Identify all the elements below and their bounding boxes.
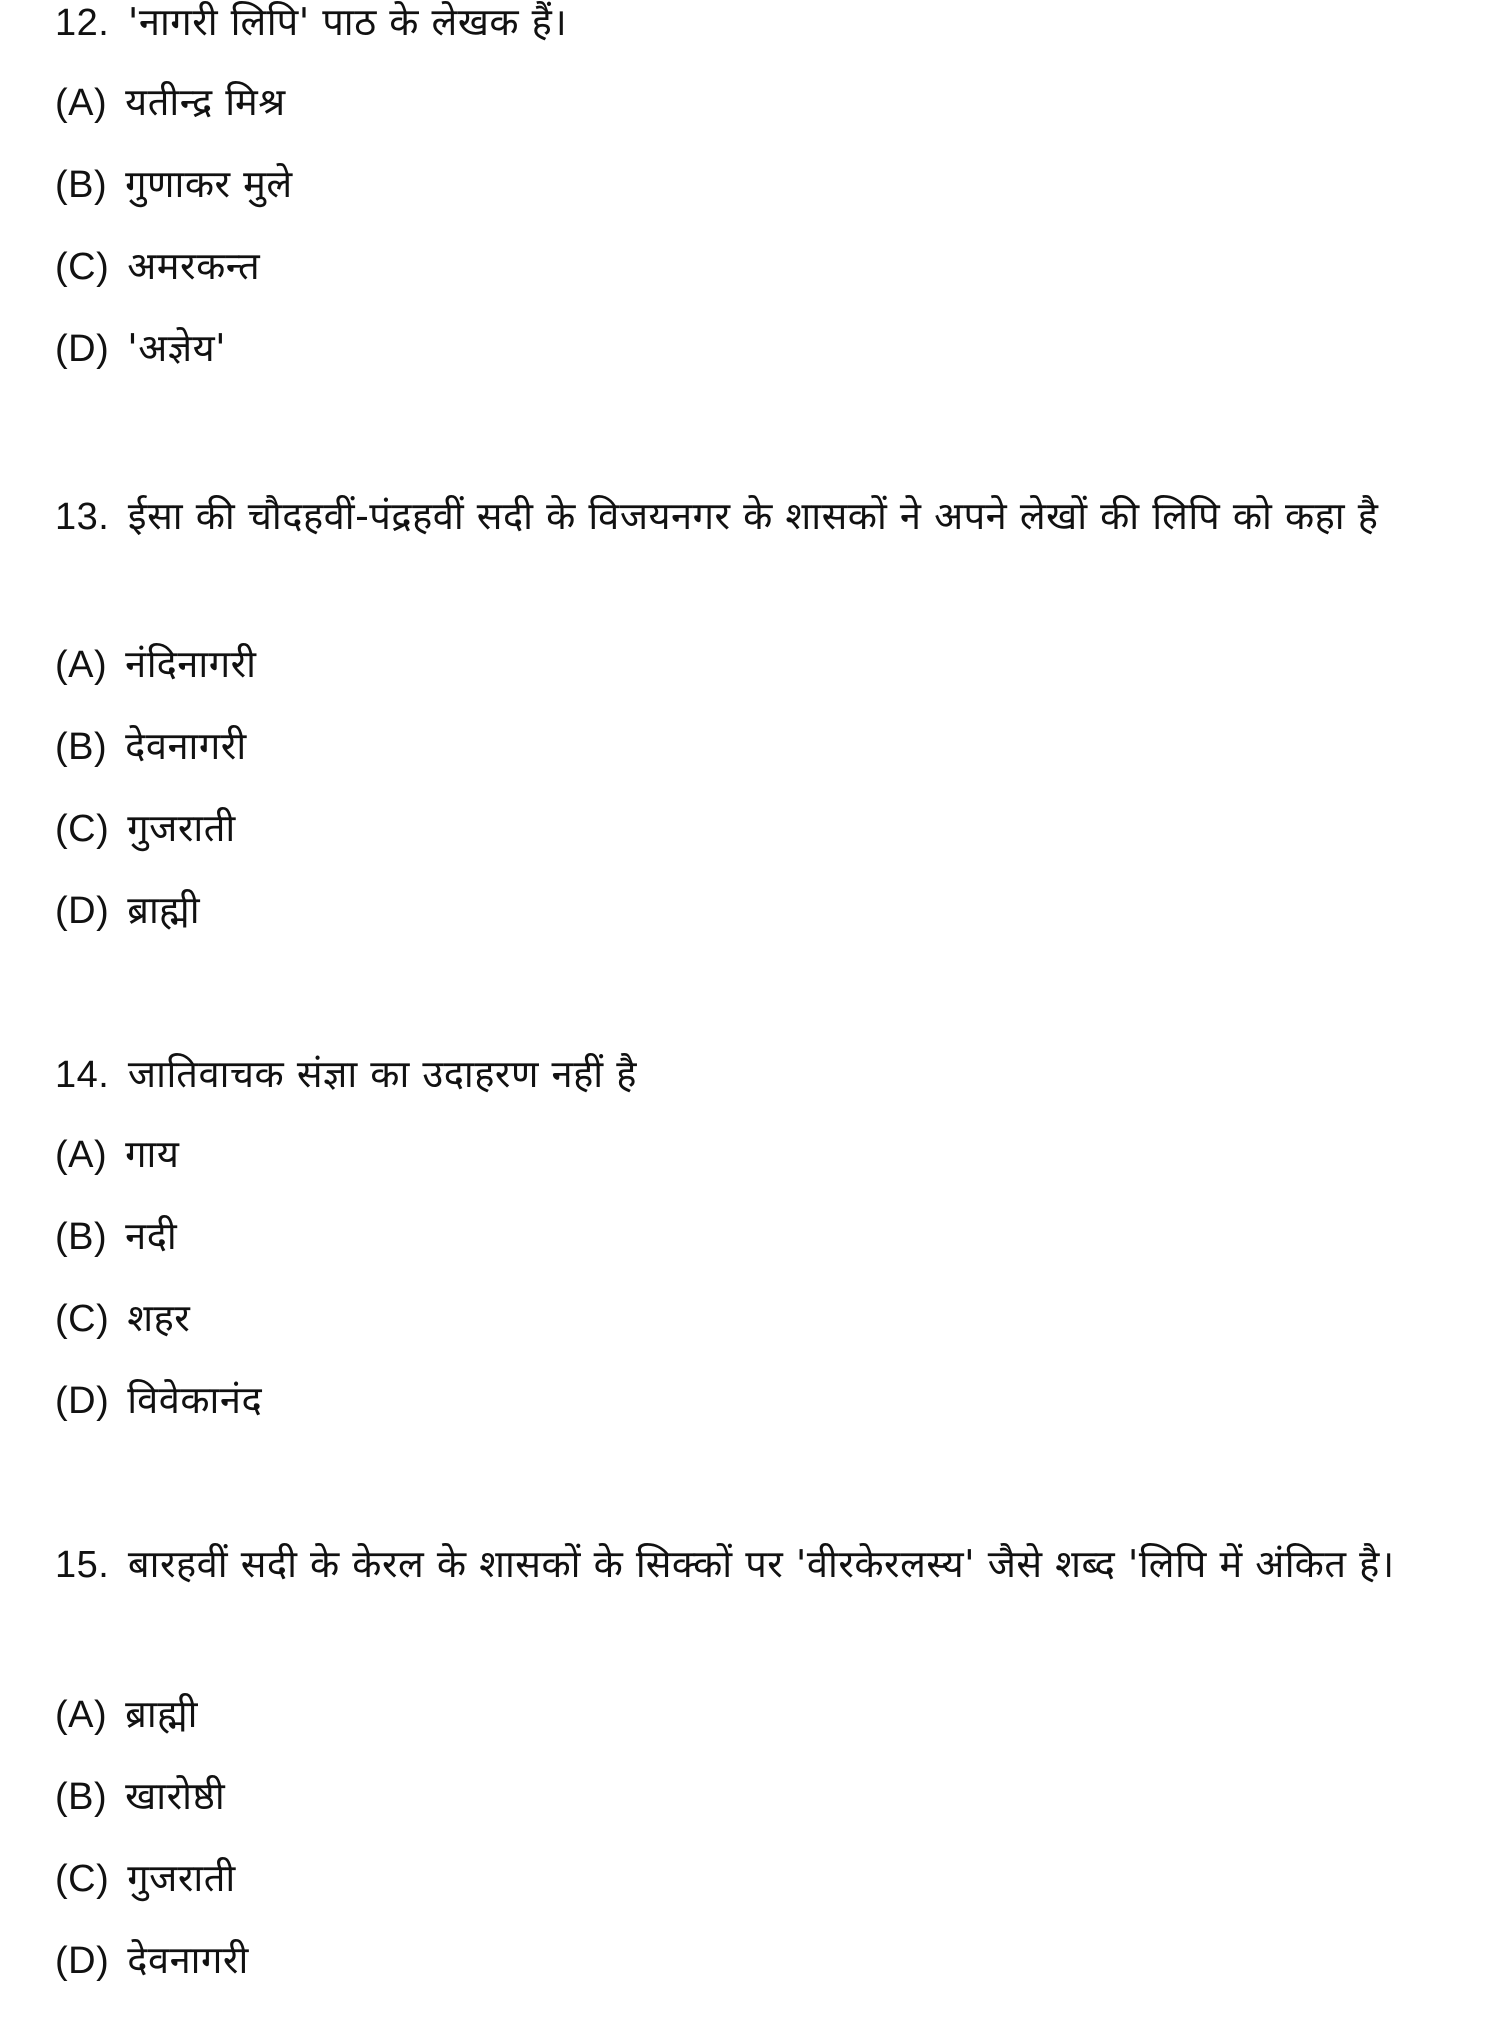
question-12-option-c[interactable] bbox=[55, 242, 260, 291]
question-12-option-d[interactable] bbox=[55, 324, 226, 373]
option-text: नदी bbox=[125, 1214, 178, 1258]
question-14-option-a[interactable] bbox=[55, 1130, 179, 1179]
question-15-stem bbox=[55, 1532, 1450, 1597]
question-number: 12. bbox=[55, 2, 110, 44]
question-text: जातिवाचक संज्ञा का उदाहरण नहीं है bbox=[127, 1052, 637, 1096]
option-label: (D) bbox=[55, 1380, 110, 1422]
option-label: (B) bbox=[55, 1216, 108, 1258]
question-15-option-d[interactable] bbox=[55, 1936, 249, 1985]
question-14-stem bbox=[55, 1050, 637, 1099]
option-text: ब्राह्मी bbox=[127, 888, 201, 932]
option-label: (A) bbox=[55, 1694, 108, 1736]
option-label: (B) bbox=[55, 164, 108, 206]
question-15-option-a[interactable] bbox=[55, 1690, 198, 1739]
option-label: (C) bbox=[55, 808, 110, 850]
question-13-stem bbox=[55, 484, 1450, 549]
option-label: (C) bbox=[55, 1858, 110, 1900]
option-label: (B) bbox=[55, 726, 108, 768]
question-number: 13. bbox=[55, 496, 110, 538]
question-13-option-a[interactable] bbox=[55, 640, 256, 689]
option-text: गुजराती bbox=[127, 1856, 236, 1900]
option-text: खारोष्ठी bbox=[125, 1774, 226, 1818]
option-text: विवेकानंद bbox=[127, 1378, 263, 1422]
option-text: गुणाकर मुले bbox=[125, 162, 293, 206]
question-13-option-c[interactable] bbox=[55, 804, 236, 853]
option-label: (B) bbox=[55, 1776, 108, 1818]
option-text: गाय bbox=[125, 1132, 180, 1176]
option-text: यतीन्द्र मिश्र bbox=[125, 80, 286, 124]
option-label: (C) bbox=[55, 1298, 110, 1340]
option-text: गुजराती bbox=[127, 806, 236, 850]
question-13-option-b[interactable] bbox=[55, 722, 247, 771]
option-text: देवनागरी bbox=[125, 724, 247, 768]
option-text: नंदिनागरी bbox=[125, 642, 257, 686]
option-label: (D) bbox=[55, 328, 110, 370]
question-12-option-a[interactable] bbox=[55, 78, 286, 127]
option-text: देवनागरी bbox=[127, 1938, 249, 1982]
question-15-option-c[interactable] bbox=[55, 1854, 236, 1903]
question-number: 14. bbox=[55, 1054, 110, 1096]
option-label: (A) bbox=[55, 82, 108, 124]
option-label: (C) bbox=[55, 246, 110, 288]
option-text: ब्राह्मी bbox=[125, 1692, 198, 1736]
question-14-option-c[interactable] bbox=[55, 1294, 190, 1343]
option-text: 'अज्ञेय' bbox=[127, 326, 227, 370]
question-14-option-b[interactable] bbox=[55, 1212, 177, 1261]
question-text: बारहवीं सदी के केरल के शासकों के सिक्कों पर 'वीरकेरलस्य' जैसे शब्द 'लिपि में अंकित है। bbox=[127, 1542, 1395, 1586]
question-number: 15. bbox=[55, 1544, 110, 1586]
question-14-option-d[interactable] bbox=[55, 1376, 262, 1425]
option-label: (A) bbox=[55, 1134, 108, 1176]
option-label: (A) bbox=[55, 644, 108, 686]
question-text: ईसा की चौदहवीं-पंद्रहवीं सदी के विजयनगर के शासकों ने अपने लेखों की लिपि को कहा है bbox=[127, 494, 1379, 538]
option-text: शहर bbox=[127, 1296, 191, 1340]
question-13-option-d[interactable] bbox=[55, 886, 200, 935]
option-label: (D) bbox=[55, 890, 110, 932]
question-12-stem bbox=[55, 0, 567, 47]
question-12-option-b[interactable] bbox=[55, 160, 293, 209]
option-text: अमरकन्त bbox=[127, 244, 261, 288]
question-15-option-b[interactable] bbox=[55, 1772, 225, 1821]
question-text: 'नागरी लिपि' पाठ के लेखक हैं। bbox=[127, 0, 568, 44]
option-label: (D) bbox=[55, 1940, 110, 1982]
